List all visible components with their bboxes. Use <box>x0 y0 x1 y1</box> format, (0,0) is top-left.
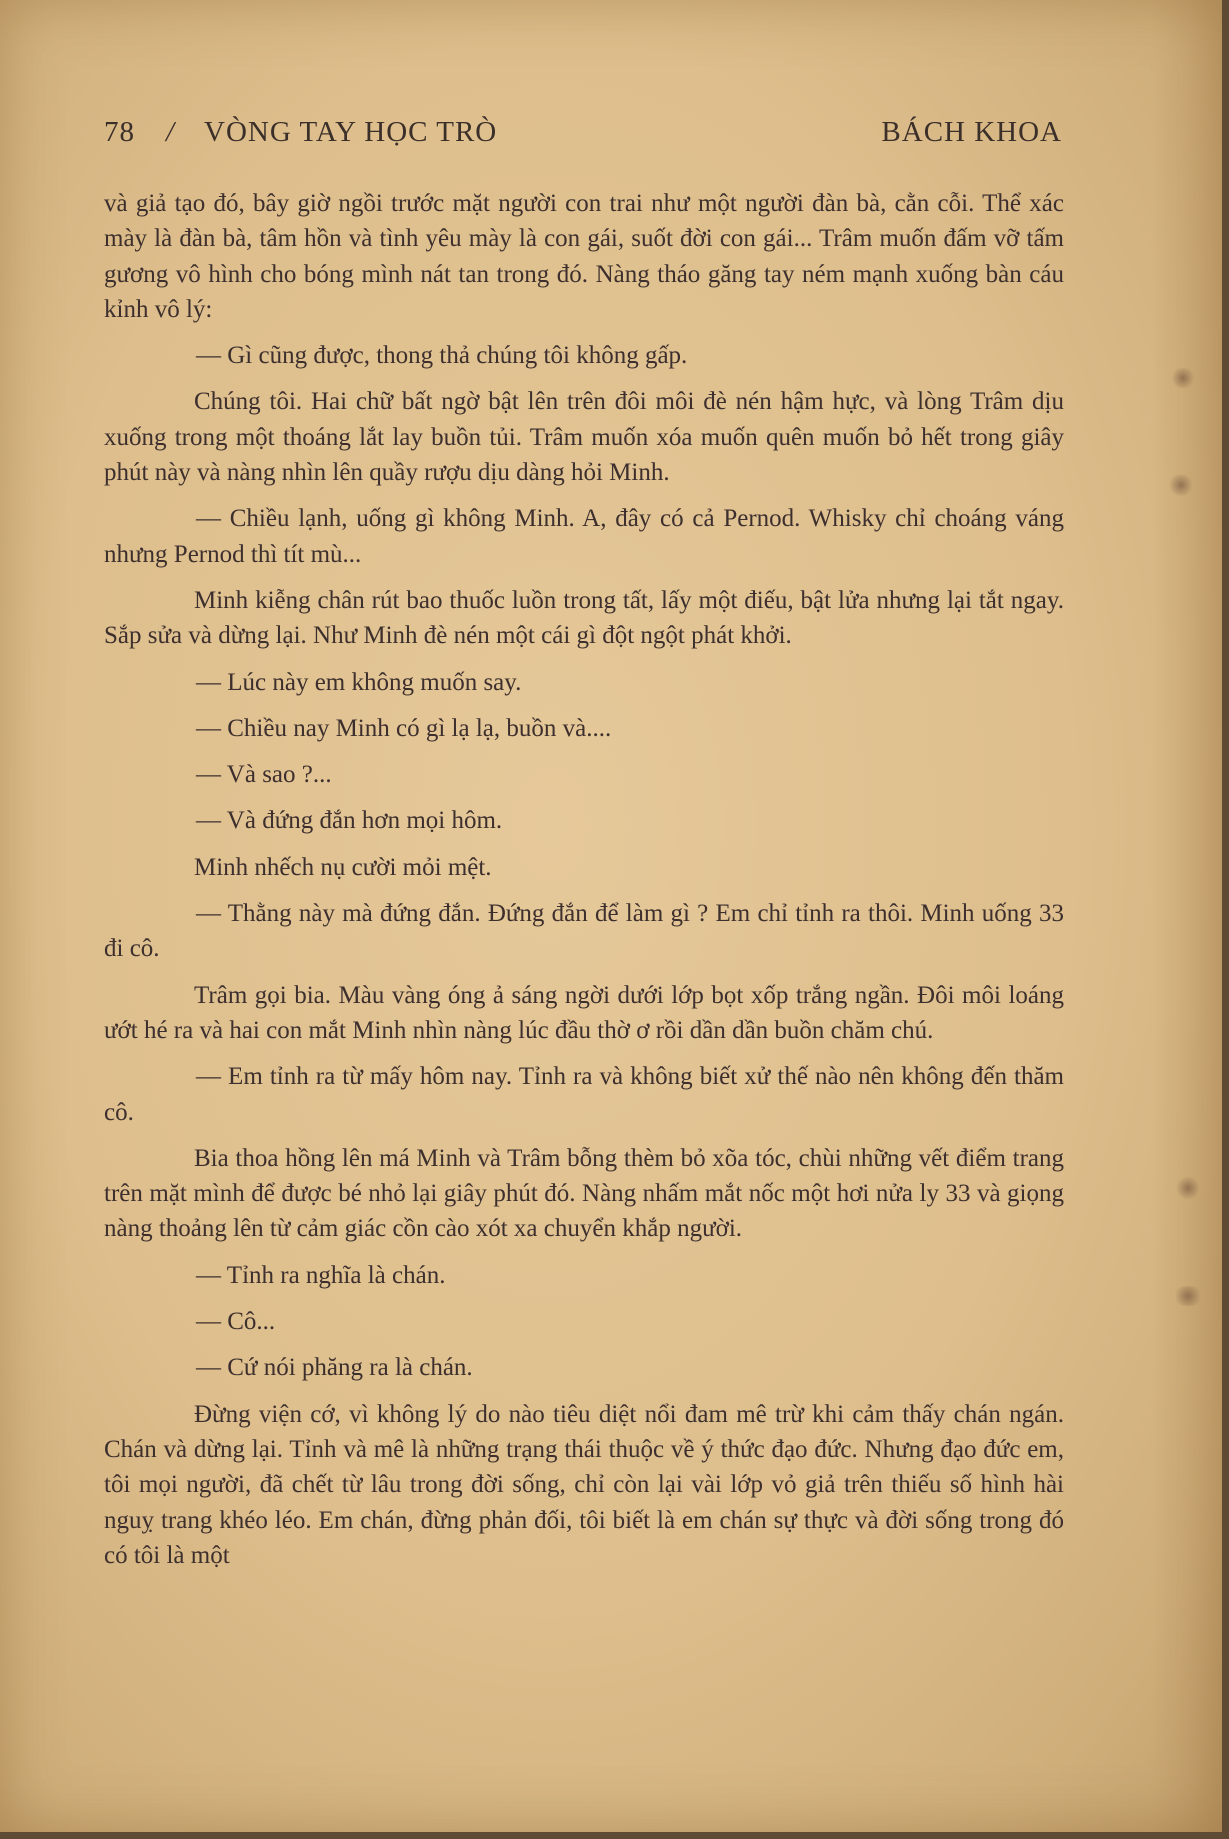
dialogue-line: — Và sao ?... <box>196 761 332 789</box>
header-separator: / <box>166 116 176 148</box>
paragraph: Đừng viện cớ, vì không lý do nào tiêu diệt nổi đam mê trừ khi cảm thấy chán ngán. Chán và dừng lại. Tỉnh và mê là những trạng thái thuộc về ý thức đạo đức. Nhưng đạo đức em, tôi mọi người, đã chết từ lâu trong đời sống, chỉ còn lại vài lớp vỏ giả trên thiếu số hình hài nguỵ trang khéo léo. Em chán, đừng phản đối, tôi biết là em chán sự thực và đời sống trong đó có tôi là một <box>104 1400 1064 1569</box>
dialogue-line: — Gì cũng được, thong thả chúng tôi không gấp. <box>196 342 688 370</box>
dialogue-line: — Cô... <box>196 1308 276 1336</box>
dialogue-line: — Tỉnh ra nghĩa là chán. <box>196 1261 446 1289</box>
paper-stain <box>1168 474 1194 496</box>
paper-stain <box>1172 1286 1204 1306</box>
paragraph: Minh kiễng chân rút bao thuốc luồn trong tất, lấy một điếu, bật lửa nhưng lại tắt ngay. Sắp sửa và dừng lại. Như Minh đè nén một cái gì đột ngột phát khởi. <box>104 586 1064 650</box>
paragraph: Chúng tôi. Hai chữ bất ngờ bật lên trên đôi môi đè nén hậm hực, và lòng Trâm dịu xuống trong một thoáng lắt lay buồn tủi. Trâm muốn xóa muốn quên muốn bỏ hết trong giây phút này và nàng nhìn lên quầy rượu dịu dàng hỏi Minh. <box>104 388 1064 487</box>
book-title: VÒNG TAY HỌC TRÒ <box>204 116 498 148</box>
page-number: 78 <box>104 116 135 148</box>
dialogue-line: — Lúc này em không muốn say. <box>196 668 522 696</box>
paragraph: Minh nhếch nụ cười mỏi mệt. <box>194 853 492 881</box>
paragraph: Trâm gọi bia. Màu vàng óng ả sáng ngời dưới lớp bọt xốp trắng ngần. Đôi môi loáng ướt hé ra và hai con mắt Minh nhìn nàng lúc đầu thờ ơ rồi dần dần buồn chăm chú. <box>104 981 1064 1044</box>
paragraph: và giả tạo đó, bây giờ ngồi trước mặt người con trai như một người đàn bà, cằn cỗi. Thể xác mày là đàn bà, tâm hồn và tình yêu mày là con gái, suốt đời con gái... Trâm muốn đấm vỡ tấm gương vô hình cho bóng mình nát tan trong đó. Nàng tháo găng tay ném mạnh xuống bàn cáu kỉnh vô lý: <box>104 190 1064 323</box>
dialogue-line: — Chiều nay Minh có gì lạ lạ, buồn và.... <box>196 714 612 742</box>
page-header <box>104 116 1062 156</box>
body-text <box>104 186 1064 1584</box>
dialogue-line: — Chiều lạnh, uống gì không Minh. A, đây có cả Pernod. Whisky chỉ choáng váng nhưng Pernod thì tít mù... <box>104 505 1064 568</box>
paper-stain <box>1176 1176 1200 1200</box>
dialogue-line: — Em tỉnh ra từ mấy hôm nay. Tỉnh ra và không biết xử thế nào nên không đến thăm cô. <box>104 1063 1064 1126</box>
dialogue-line: — Thằng này mà đứng đắn. Đứng đắn để làm gì ? Em chỉ tỉnh ra thôi. Minh uống 33 đi cô. <box>104 900 1064 963</box>
dialogue-line: — Cứ nói phăng ra là chán. <box>196 1354 473 1382</box>
publication-name: BÁCH KHOA <box>881 116 1062 148</box>
dialogue-line: — Và đứng đắn hơn mọi hôm. <box>196 807 503 835</box>
paragraph: Bia thoa hồng lên má Minh và Trâm bỗng thèm bỏ xõa tóc, chùi những vết điểm trang trên mặt mình để được bé nhỏ lại giây phút đó. Nàng nhấm mắt nốc một hơi nửa ly 33 và giọng nàng thoảng lên từ cảm giác cồn cào xót xa chuyển khắp người. <box>104 1144 1064 1243</box>
paper-stain <box>1170 368 1196 388</box>
